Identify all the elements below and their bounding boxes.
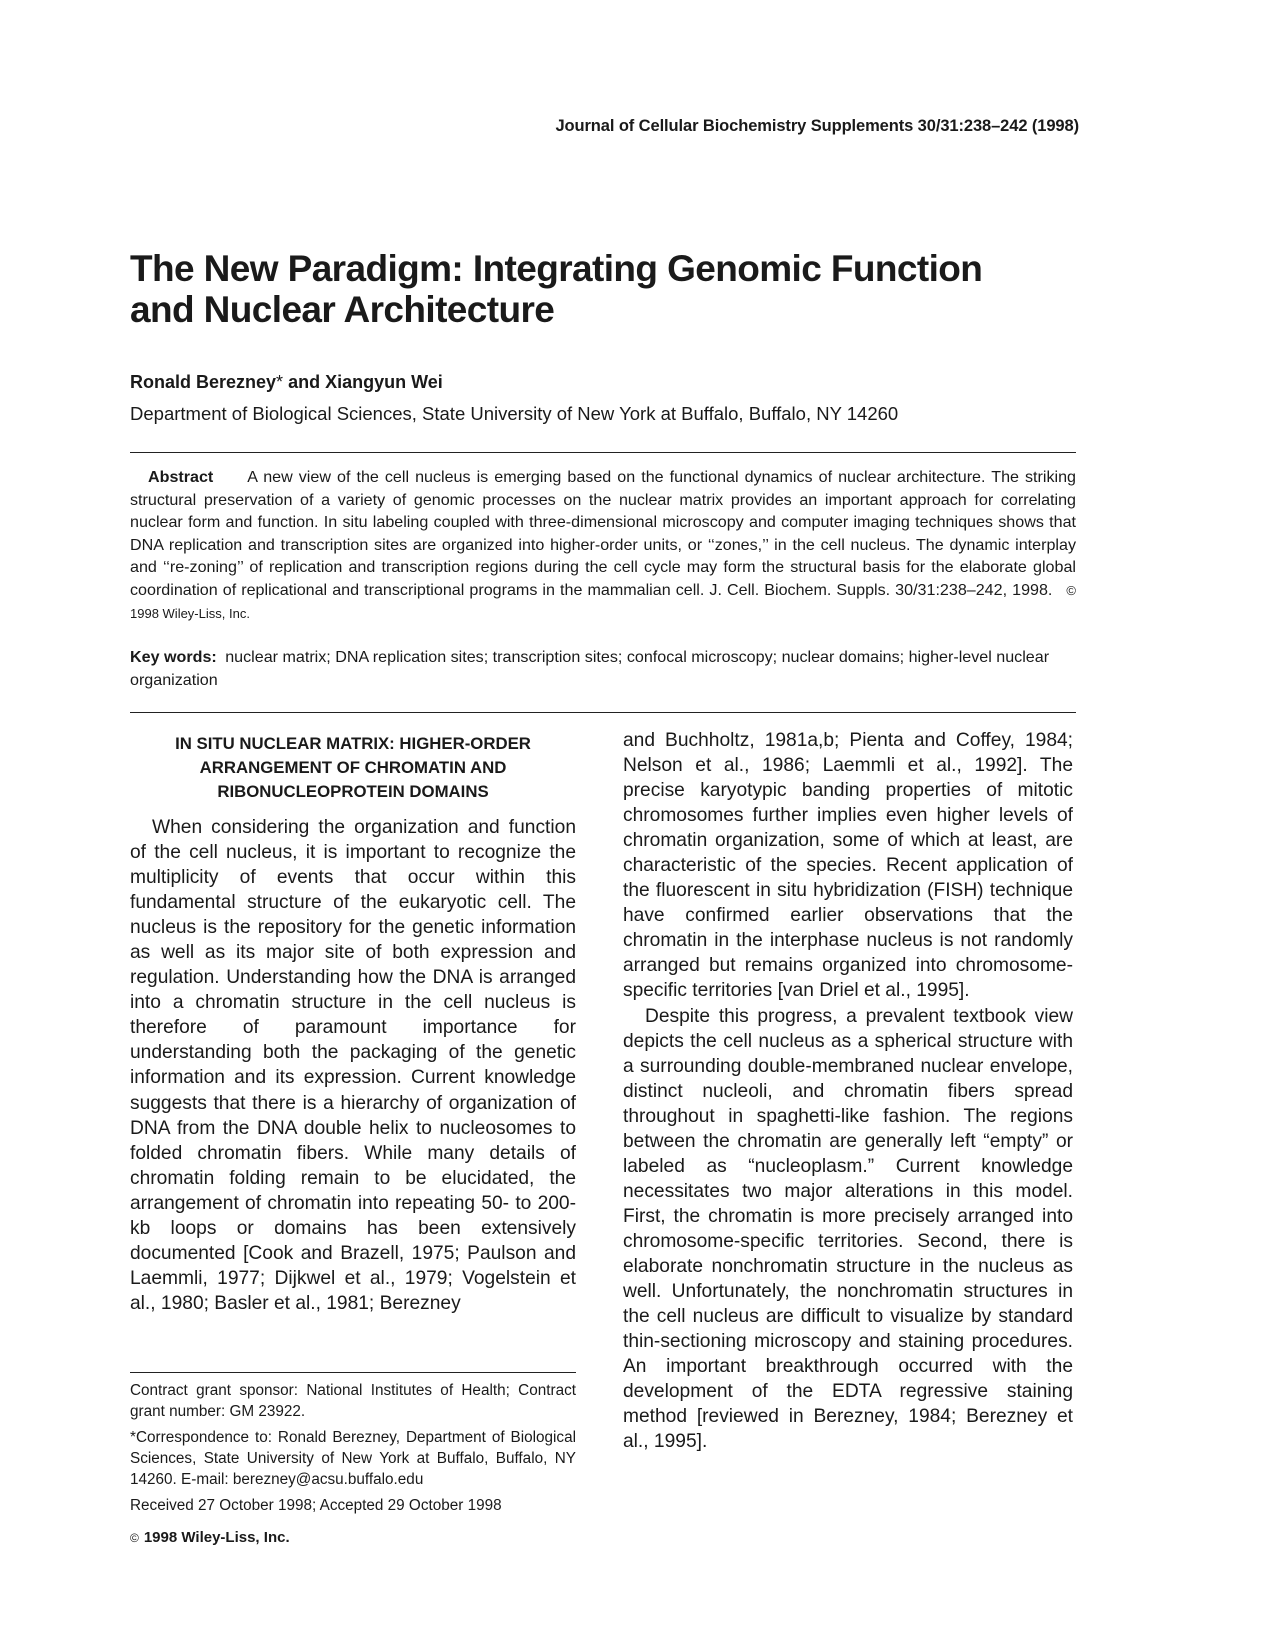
body-paragraph-continued: and Buchholtz, 1981a,b; Pienta and Coffey, 1984; Nelson et al., 1986; Laemmli et al., 1992]. The precise karyotypic banding properties of mitotic chromosomes further implies even higher levels of chromatin organization, some of which at least, are characteristic of the species. Recent application of the fluorescent in situ hybridization (FISH) technique have confirmed earlier observations that the chromatin in the interphase nucleus is not randomly arranged but remains organized into chromosome-specific territories [van Driel et al., 1995]. bbox=[623, 730, 1073, 1002]
body-column-left bbox=[130, 815, 576, 1316]
abstract-copyright: © 1998 Wiley-Liss, Inc. bbox=[130, 582, 1076, 621]
keywords bbox=[130, 646, 1076, 691]
footnotes bbox=[130, 1380, 576, 1521]
footnote-rule bbox=[130, 1372, 576, 1373]
author-first: Ronald Berezney bbox=[130, 372, 277, 392]
footnote-received: Received 27 October 1998; Accepted 29 October 1998 bbox=[130, 1497, 502, 1514]
author-rest: and Xiangyun Wei bbox=[283, 372, 443, 392]
article-title bbox=[130, 248, 1110, 330]
abstract-bottom-rule bbox=[130, 712, 1076, 713]
body-paragraph: When considering the organization and function of the cell nucleus, it is important to recognize the multiplicity of events that occur within this fundamental structure of the eukaryotic cell. The nucleus is the repository for the genetic information as well as its major site of both expression and regulation. Understanding how the DNA is arranged into a chromatin structure in the cell nucleus is therefore of paramount importance for understanding both the packaging of the genetic information and its expression. Current knowledge suggests that there is a hierarchy of organization of DNA from the DNA double helix to nucleosomes to folded chromatin fibers. While many details of chromatin folding remain to be elucidated, the arrangement of chromatin into repeating 50- to 200-kb loops or domains has been extensively documented [Cook and Brazell, 1975; Paulson and Laemmli, 1977; Dijkwel et al., 1979; Vogelstein et al., 1980; Basler et al., 1981; Berezney bbox=[130, 817, 576, 1314]
correspondence-marker: * bbox=[276, 372, 284, 392]
body-column-right bbox=[623, 728, 1073, 1454]
journal-header: Journal of Cellular Biochemistry Supplements 30/31:238–242 (1998) bbox=[555, 117, 1079, 135]
affiliation: Department of Biological Sciences, State University of New York at Buffalo, Buffalo, NY 14260 bbox=[130, 403, 899, 424]
copyright-symbol: © bbox=[130, 1531, 139, 1545]
footnote-grant: Contract grant sponsor: National Institutes of Health; Contract grant number: GM 23922. bbox=[130, 1382, 576, 1420]
title-line-1: The New Paradigm: Integrating Genomic Function bbox=[130, 248, 983, 289]
keywords-label: Key words: bbox=[130, 648, 217, 666]
abstract-top-rule bbox=[130, 452, 1076, 453]
publisher-text: 1998 Wiley-Liss, Inc. bbox=[143, 1529, 290, 1546]
publisher-copyright bbox=[130, 1529, 290, 1546]
title-line-2: and Nuclear Architecture bbox=[130, 289, 555, 330]
abstract bbox=[130, 466, 1076, 626]
abstract-label: Abstract bbox=[148, 468, 214, 486]
section-heading-line-2: ARRANGEMENT OF CHROMATIN AND bbox=[199, 758, 507, 777]
abstract-text: A new view of the cell nucleus is emerging based on the functional dynamics of nuclear architecture. The striking structural preservation of a variety of genomic processes on the nuclear matrix provides an important approach for correlating nuclear form and function. In situ labeling coupled with three-dimensional microscopy and computer imaging techniques shows that DNA replication and transcription sites are organized into higher-order units, or ‘‘zones,’’ in the cell nucleus. The dynamic interplay and ‘‘re-zoning’’ of replication and transcription regions during the cell cycle may form the structural basis for the elaborate global coordination of replicational and transcriptional programs in the mammalian cell. J. Cell. Biochem. Suppls. 30/31:238–242, 1998. bbox=[130, 468, 1076, 599]
section-heading-line-3: RIBONUCLEOPROTEIN DOMAINS bbox=[217, 782, 489, 801]
footnote-correspondence: *Correspondence to: Ronald Berezney, Department of Biological Sciences, State University of New York at Buffalo, Buffalo, NY 14260. E-mail: berezney@acsu.buffalo.edu bbox=[130, 1429, 576, 1488]
keywords-text: nuclear matrix; DNA replication sites; transcription sites; confocal microscopy; nuclear domains; higher-level nuclear organization bbox=[130, 648, 1050, 689]
section-heading bbox=[130, 732, 576, 804]
body-paragraph: Despite this progress, a prevalent textbook view depicts the cell nucleus as a spherical structure with a surrounding double-membraned nuclear envelope, distinct nucleoli, and chromatin fibers spread throughout in spaghetti-like fashion. The regions between the chromatin are generally left “empty” or labeled as “nucleoplasm.” Current knowledge necessitates two major alterations in this model. First, the chromatin is more precisely arranged into chromosome-specific territories. Second, there is elaborate nonchromatin structure in the nucleus as well. Unfortunately, the nonchromatin structures in the cell nucleus are difficult to visualize by standard thin-sectioning microscopy and staining procedures. An important breakthrough occurred with the development of the EDTA regressive staining method [reviewed in Berezney, 1984; Berezney et al., 1995]. bbox=[623, 1005, 1073, 1453]
authors bbox=[130, 372, 443, 393]
section-heading-line-1: IN SITU NUCLEAR MATRIX: HIGHER-ORDER bbox=[175, 734, 531, 753]
